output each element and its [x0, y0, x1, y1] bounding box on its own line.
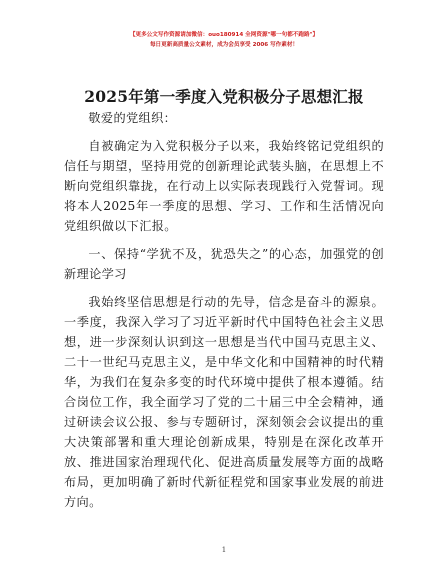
paragraph-intro: 自被确定为入党积极分子以来，我始终铭记党组织的信任与期望，坚持用党的创新理论武装头脑，在思想上不断向党组织靠拢，在行动上以实际表现践行入党誓词。现将本人2025年一季度的思想、学习、工作和生活情况向党组织做以下汇报。	[64, 139, 384, 233]
document-title: 2025年第一季度入党积极分子思想汇报	[84, 87, 364, 106]
paragraph-study: 我始终坚信思想是行动的先导，信念是奋斗的源泉。一季度，我深入学习了习近平新时代中国特色社会主义思想，进一步深刻认识到这一思想是当代中国马克思主义、二十一世纪马克思主义，是中华文化和中国精神的时代精华，为我们在复杂多变的时代环境中提供了根本遵循。结合岗位工作，我全面学习了党的二十届三中全会精神，通过研读会议公报、参与专题研讨，深刻领会会议提出的重大决策部署和重大理论创新成果，特别是在深化改革开放、推进国家治理现代化、促进高质量发展等方面的战略布局，更加明确了新时代新征程党和国家事业发展的前进方向。	[64, 295, 384, 509]
document-body	[64, 108, 384, 512]
promo-banner-line-1: 【更多公文写作资源请加微信：ouo180914 全网资源"哪一句都不跑路"】	[129, 32, 319, 38]
section-heading-1: 一、保持“学犹不及，犹恐失之”的心态，加强党的创新理论学习	[64, 247, 384, 281]
promo-banner	[0, 30, 448, 50]
page-number: 1	[221, 546, 227, 554]
salutation: 敬爱的党组织：	[88, 111, 177, 125]
promo-banner-line-2: 每日更新高质量公文素材，成为会员享受 2006 写作素材！	[149, 42, 299, 48]
